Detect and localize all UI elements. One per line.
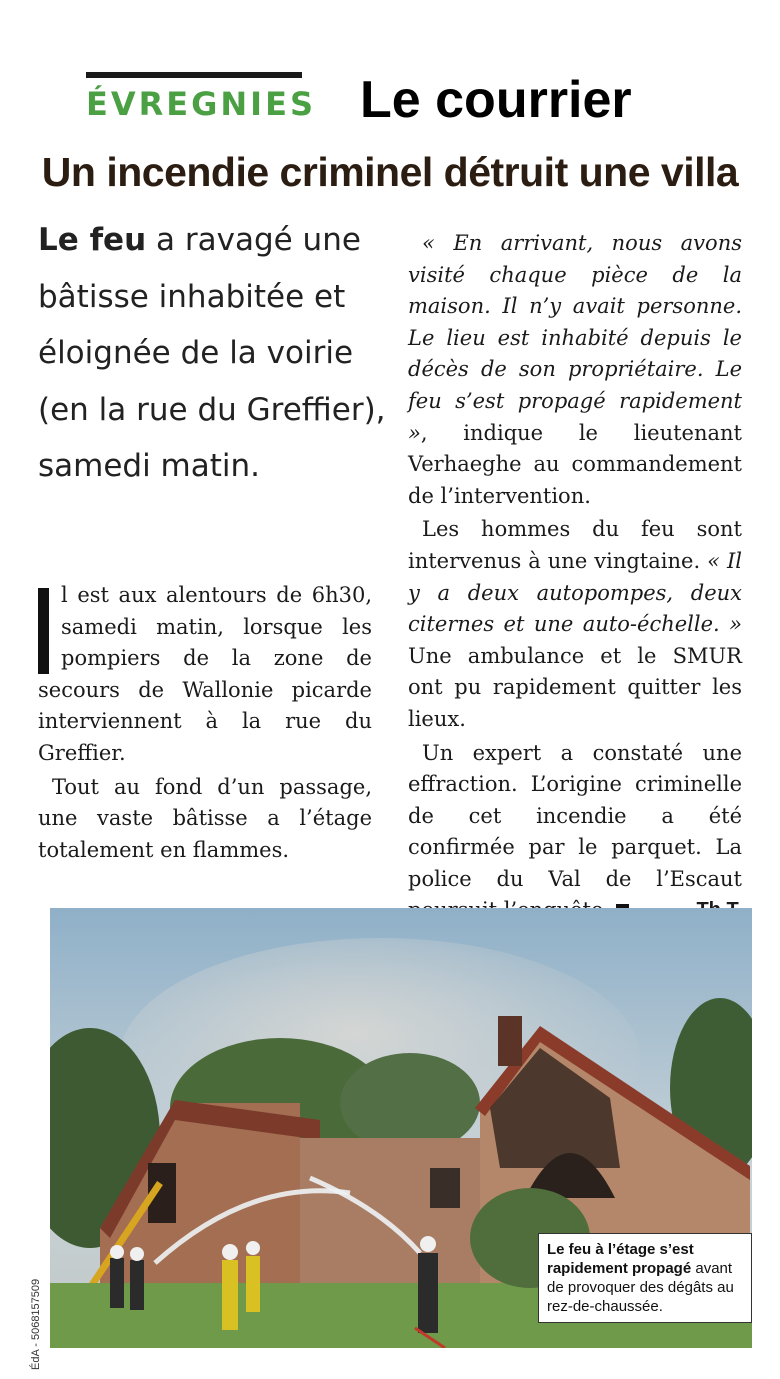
body-text: Un expert a constaté une effraction. L’origine criminelle de cet incendie a été confirmée par le parquet. La police du Val de l’Escaut: [408, 740, 742, 891]
photo-caption: [538, 1233, 752, 1323]
kicker-rule: [86, 72, 302, 78]
body-paragraph: [408, 228, 742, 512]
body-paragraph: [38, 580, 372, 770]
body-left-column: [38, 580, 372, 868]
body-text: , indique le lieutenant Verhaeghe au commandement de l’intervention.: [408, 420, 742, 508]
body-text: Les hommes du feu sont intervenus à une vingtaine.: [408, 517, 742, 573]
dropcap-i: [38, 588, 49, 674]
body-paragraph: [408, 514, 742, 735]
quote-text: « Il y a deux autopompes, deux citernes et une auto-échelle. »: [408, 548, 742, 637]
caption-bold: Le feu à l’étage s’est rapidement propagé: [547, 1241, 694, 1277]
window: [430, 1168, 460, 1208]
body-paragraph-text: l est aux alentours de 6h30, samedi matin, lorsque les pompiers de la zone de secours de Wallonie picarde interviennent à la rue du Greffier.: [38, 583, 372, 765]
body-text: Une ambulance et le SMUR ont pu rapidement quitter les lieux.: [408, 643, 742, 731]
lead-text: a ravagé une bâtisse inhabitée et éloignée de la voirie (en la rue du Greffier), samedi matin.: [38, 222, 386, 484]
body-right-column: [408, 228, 742, 929]
source-label: Le courrier: [360, 71, 632, 129]
photo-credit: ÉdA - 5068157509: [30, 1278, 42, 1370]
body-paragraph: [408, 738, 742, 928]
quote-text: « En arrivant, nous avons visité chaque pièce de la maison. Il n’y avait personne. Le lieu est inhabité depuis le décès de son propriétaire. Le feu s’est propagé rapidement »: [408, 231, 742, 445]
lead-paragraph: [38, 212, 388, 495]
caption-text: avant de provoquer des dégâts au rez-de-chaussée.: [547, 1260, 734, 1315]
body-paragraph: Tout au fond d’un passage, une vaste bâtisse a l’étage totalement en flammes.: [38, 774, 372, 862]
chimney: [498, 1016, 522, 1066]
lead-bold: Le feu: [38, 222, 147, 258]
kicker-location: ÉVREGNIES: [86, 85, 316, 123]
headline: Un incendie criminel détruit une villa: [41, 149, 739, 195]
house-middle-wall: [300, 1138, 490, 1288]
